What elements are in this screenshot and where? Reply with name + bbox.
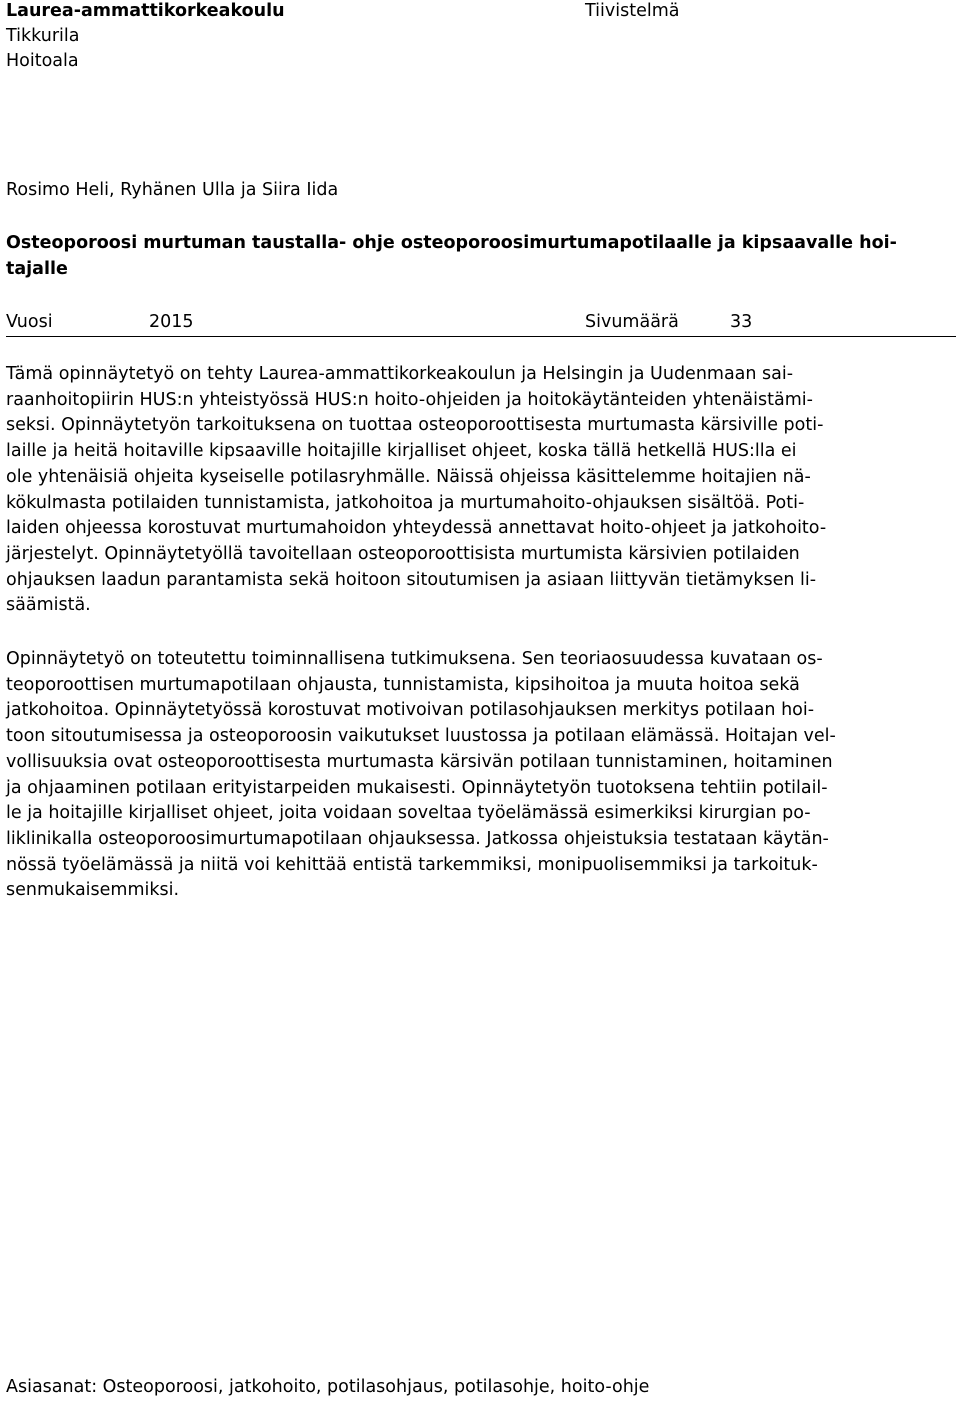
paragraph-line: nössä työelämässä ja niitä voi kehittää entistä tarkemmiksi, monipuolisemmiksi ja tarkoituk- <box>6 854 818 875</box>
paragraph-line: teoporoottisen murtumapotilaan ohjausta, tunnistamista, kipsihoitoa ja muuta hoitoa sekä <box>6 674 800 695</box>
paragraph-line: Tämä opinnäytetyö on tehty Laurea-ammattikorkeakoulun ja Helsingin ja Uudenmaan sai- <box>6 364 794 384</box>
paragraph-line: ole yhtenäisiä ohjeita kyseiselle potilasryhmälle. Näissä ohjeissa käsittelemme hoitajien nä- <box>6 466 811 487</box>
paragraph-line: laille ja heitä hoitaville kipsaaville hoitajille kirjalliset ohjeet, koska tällä hetkellä HUS:lla ei <box>6 441 797 462</box>
keywords: Asiasanat: Osteoporoosi, jatkohoito, potilasohjaus, potilasohje, hoito-ohje <box>6 1377 650 1397</box>
year-value: 2015 <box>149 312 194 332</box>
pages-value: 33 <box>730 312 753 332</box>
paragraph-line: ja ohjaaminen potilaan erityistarpeiden mukaisesti. Opinnäytetyön tuotoksena tehtiin potilail- <box>6 777 828 798</box>
campus-name: Tikkurila <box>6 26 80 46</box>
paragraph-line: laiden ohjeessa korostuvat murtumahoidon yhteydessä annettavat hoito-ohjeet ja jatkohoito- <box>6 518 827 539</box>
title-line: tajalle <box>6 259 68 279</box>
meta-row <box>6 309 956 335</box>
paragraph-line: säämistä. <box>6 595 91 616</box>
paragraph-line: liklinikalla osteoporoosimurtumapotilaan ohjauksessa. Jatkossa ohjeistuksia testataan käytän- <box>6 828 829 849</box>
year-label: Vuosi <box>6 312 53 332</box>
title-line: Osteoporoosi murtuman taustalla- ohje osteoporoosimurtumapotilaalle ja kipsaavalle hoi- <box>6 233 897 253</box>
paragraph-line: Opinnäytetyö on toteutettu toiminnallisena tutkimuksena. Sen teoriaosuudessa kuvataan os- <box>6 649 823 669</box>
paragraph-line: kökulmasta potilaiden tunnistamista, jatkohoitoa ja murtumahoito-ohjauksen sisältöä. Poti- <box>6 492 805 513</box>
paragraph-line: le ja hoitajille kirjalliset ohjeet, joita voidaan soveltaa työelämässä esimerkiksi kirurgian po- <box>6 803 811 824</box>
paragraph-line: järjestelyt. Opinnäytetyöllä tavoitellaan osteoporoottisista murtumista kärsivien potilaiden <box>6 543 800 564</box>
abstract-paragraph-2 <box>6 647 946 904</box>
paragraph-line: senmukaisemmiksi. <box>6 880 180 901</box>
paragraph-line: jatkohoitoa. Opinnäytetyössä korostuvat motivoivan potilasohjauksen merkitys potilaan hoi- <box>6 700 815 721</box>
paragraph-line: seksi. Opinnäytetyön tarkoituksena on tuottaa osteoporoottisesta murtumasta kärsiville poti- <box>6 415 824 436</box>
thesis-title <box>6 230 926 282</box>
field-name: Hoitoala <box>6 51 79 71</box>
authors: Rosimo Heli, Ryhänen Ulla ja Siira Iida <box>6 180 339 200</box>
document-header <box>6 0 285 74</box>
pages-label: Sivumäärä <box>585 312 679 332</box>
paragraph-line: ohjauksen laadun parantamista sekä hoitoon sitoutumisen ja asiaan liittyvän tietämyksen li- <box>6 569 817 590</box>
document-type: Tiivistelmä <box>585 1 680 21</box>
paragraph-line: raanhoitopiirin HUS:n yhteistyössä HUS:n hoito-ohjeiden ja hoitokäytänteiden yhtenäistämi- <box>6 389 813 410</box>
institution-name: Laurea-ammattikorkeakoulu <box>6 1 285 21</box>
paragraph-line: vollisuuksia ovat osteoporoottisesta murtumasta kärsivän potilaan tunnistaminen, hoitaminen <box>6 751 833 772</box>
paragraph-line: toon sitoutumisessa ja osteoporoosin vaikutukset luustossa ja potilaan elämässä. Hoitajan vel- <box>6 726 836 747</box>
meta-divider <box>6 336 956 337</box>
abstract-paragraph-1 <box>6 362 946 619</box>
